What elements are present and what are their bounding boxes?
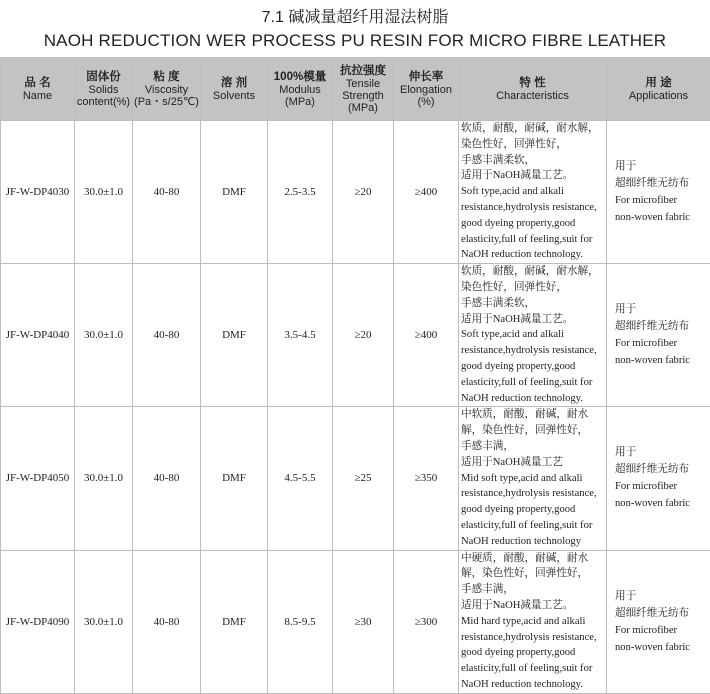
characteristics-line: NaOH reduction technology bbox=[461, 535, 582, 547]
cell-solvent: DMF bbox=[201, 550, 268, 693]
characteristics-line: 适用于NaOH减量工艺 bbox=[461, 456, 563, 468]
characteristics-line: 染色性好，回弹性好， bbox=[461, 281, 567, 293]
cell-solvent: DMF bbox=[201, 264, 268, 407]
cell-viscosity: 40-80 bbox=[133, 264, 201, 407]
table-row bbox=[1, 407, 710, 550]
cell-elongation: ≥350 bbox=[394, 407, 459, 550]
header-modulus-zh: 100%模量 bbox=[273, 70, 327, 83]
characteristics-line: resistance,hydrolysis resistance, bbox=[461, 631, 597, 643]
header-elongation-en: Elongation bbox=[400, 83, 452, 96]
characteristics-line: 解，染色性好，回弹性好， bbox=[461, 568, 589, 580]
cell-applications bbox=[607, 550, 710, 693]
header-characteristics-zh: 特 性 bbox=[519, 76, 546, 89]
characteristics-line: 中硬质，耐酸，耐碱，耐水 bbox=[461, 552, 589, 564]
page-title-english: NAOH REDUCTION WER PROCESS PU RESIN FOR MICRO FIBRE LEATHER bbox=[43, 31, 667, 50]
cell-viscosity: 40-80 bbox=[133, 121, 201, 264]
cell-name: JF-W-DP4040 bbox=[1, 264, 75, 407]
header-row bbox=[1, 58, 710, 121]
characteristics-line: Mid hard type,acid and alkali bbox=[461, 615, 586, 627]
header-elongation-en: (%) bbox=[417, 95, 435, 108]
header-elongation-zh: 伸长率 bbox=[408, 70, 444, 83]
characteristics-line: 软质，耐酸，耐碱，耐水解， bbox=[461, 123, 599, 134]
header-solids-en: content(%) bbox=[76, 95, 131, 108]
table-row bbox=[1, 264, 710, 407]
cell-tensile: ≥30 bbox=[333, 550, 394, 693]
characteristics-line: Mid soft type,acid and alkali bbox=[461, 472, 583, 484]
cell-viscosity: 40-80 bbox=[133, 407, 201, 550]
applications-line: 超细纤维无纺布 bbox=[615, 607, 690, 619]
header-tensile-strength-en: Strength bbox=[342, 89, 384, 102]
header-solvents-zh: 溶 剂 bbox=[220, 76, 248, 89]
cell-characteristics bbox=[459, 121, 607, 264]
cell-solids: 30.0±1.0 bbox=[75, 407, 133, 550]
header-applications-zh: 用 途 bbox=[645, 76, 672, 89]
table-row bbox=[1, 550, 710, 693]
characteristics-line: elasticity,full of feeling,suit for bbox=[461, 376, 593, 388]
characteristics-line: Soft type,acid and alkali bbox=[461, 329, 564, 341]
characteristics-line: 染色性好，回弹性好， bbox=[461, 138, 567, 150]
cell-modulus: 8.5-9.5 bbox=[268, 550, 333, 693]
table-body bbox=[1, 121, 710, 694]
cell-characteristics bbox=[459, 550, 607, 693]
header-solids-zh: 固体份 bbox=[86, 70, 121, 83]
header-viscosity-zh: 粘 度 bbox=[153, 70, 180, 83]
characteristics-line: resistance,hydrolysis resistance, bbox=[461, 345, 597, 357]
cell-elongation: ≥400 bbox=[394, 264, 459, 407]
characteristics-line: good dyeing property,good bbox=[461, 504, 576, 516]
applications-line: For microfiber bbox=[615, 195, 678, 207]
header-viscosity bbox=[133, 58, 201, 121]
header-tensile-strength bbox=[333, 58, 394, 121]
characteristics-line: 手感丰满， bbox=[461, 440, 514, 452]
applications-line: For microfiber bbox=[615, 624, 678, 636]
cell-characteristics bbox=[459, 407, 607, 550]
header-solvents bbox=[201, 58, 268, 121]
page-title-chinese: 7.1 碱减量超纤用湿法树脂 bbox=[261, 9, 449, 26]
characteristics-line: good dyeing property,good bbox=[461, 217, 576, 229]
characteristics-line: NaOH reduction technology. bbox=[461, 249, 583, 261]
cell-name: JF-W-DP4090 bbox=[1, 550, 75, 693]
header-name bbox=[1, 58, 75, 121]
characteristics-line: Soft type,acid and alkali bbox=[461, 186, 564, 198]
characteristics-line: 软质，耐酸，耐碱，耐水解， bbox=[461, 266, 599, 278]
characteristics-line: elasticity,full of feeling,suit for bbox=[461, 663, 593, 675]
applications-line: non-woven fabric bbox=[615, 498, 691, 510]
applications-line: 超细纤维无纺布 bbox=[615, 321, 690, 333]
applications-line: For microfiber bbox=[615, 338, 678, 350]
cell-name: JF-W-DP4030 bbox=[1, 121, 75, 264]
cell-name: JF-W-DP4050 bbox=[1, 407, 75, 550]
cell-tensile: ≥20 bbox=[333, 264, 394, 407]
header-viscosity-en: (Pa・s/25℃) bbox=[134, 95, 199, 108]
header-name-en: Name bbox=[22, 89, 53, 102]
cell-solids: 30.0±1.0 bbox=[75, 264, 133, 407]
cell-solvent: DMF bbox=[201, 407, 268, 550]
cell-applications bbox=[607, 264, 710, 407]
applications-line: non-woven fabric bbox=[615, 212, 691, 224]
header-solids-en: Solids bbox=[88, 83, 119, 96]
cell-elongation: ≥400 bbox=[394, 121, 459, 264]
header-modulus bbox=[268, 58, 333, 121]
cell-elongation: ≥300 bbox=[394, 550, 459, 693]
characteristics-line: 适用于NaOH减量工艺。 bbox=[461, 599, 574, 611]
cell-modulus: 3.5-4.5 bbox=[268, 264, 333, 407]
characteristics-line: 解，染色性好，回弹性好， bbox=[461, 425, 589, 437]
cell-applications bbox=[607, 121, 710, 264]
cell-modulus: 4.5-5.5 bbox=[268, 407, 333, 550]
applications-line: 用于 bbox=[615, 590, 637, 602]
characteristics-line: NaOH reduction technology. bbox=[461, 678, 583, 690]
cell-characteristics bbox=[459, 264, 607, 407]
header-viscosity-en: Viscosity bbox=[144, 83, 189, 96]
applications-line: 超细纤维无纺布 bbox=[615, 178, 690, 190]
header-modulus-en: (MPa) bbox=[285, 95, 315, 108]
header-solvents-en: Solvents bbox=[212, 89, 256, 102]
header-tensile-strength-en: (MPa) bbox=[348, 101, 378, 114]
header-elongation bbox=[394, 58, 459, 121]
header-applications-en: Applications bbox=[628, 89, 689, 102]
applications-line: 用于 bbox=[615, 161, 637, 173]
characteristics-line: 适用于NaOH减量工艺。 bbox=[461, 170, 574, 182]
header-modulus-en: Modulus bbox=[279, 83, 321, 96]
header-tensile-strength-en: Tensile bbox=[345, 77, 381, 90]
cell-applications bbox=[607, 407, 710, 550]
cell-modulus: 2.5-3.5 bbox=[268, 121, 333, 264]
cell-viscosity: 40-80 bbox=[133, 550, 201, 693]
characteristics-line: good dyeing property,good bbox=[461, 360, 576, 372]
applications-line: non-woven fabric bbox=[615, 641, 691, 653]
characteristics-line: good dyeing property,good bbox=[461, 647, 576, 659]
header-characteristics-en: Characteristics bbox=[496, 89, 569, 102]
table-header bbox=[1, 58, 710, 121]
header-solids bbox=[75, 58, 133, 121]
characteristics-line: 中软质，耐酸，耐碱，耐水 bbox=[461, 409, 589, 421]
characteristics-line: 适用于NaOH减量工艺。 bbox=[461, 313, 574, 325]
header-tensile-strength-zh: 抗拉强度 bbox=[340, 64, 386, 77]
table-row bbox=[1, 121, 710, 264]
applications-line: 超细纤维无纺布 bbox=[615, 464, 690, 476]
applications-line: 用于 bbox=[615, 304, 637, 316]
characteristics-line: resistance,hydrolysis resistance, bbox=[461, 201, 597, 213]
characteristics-line: 手感丰满柔软， bbox=[461, 154, 536, 166]
characteristics-line: 手感丰满， bbox=[461, 584, 514, 596]
characteristics-line: elasticity,full of feeling,suit for bbox=[461, 233, 593, 245]
cell-tensile: ≥20 bbox=[333, 121, 394, 264]
cell-solids: 30.0±1.0 bbox=[75, 550, 133, 693]
cell-solvent: DMF bbox=[201, 121, 268, 264]
applications-line: non-woven fabric bbox=[615, 355, 691, 367]
header-applications bbox=[607, 58, 710, 121]
characteristics-line: elasticity,full of feeling,suit for bbox=[461, 519, 593, 531]
header-name-zh: 品 名 bbox=[24, 76, 51, 89]
header-characteristics bbox=[459, 58, 607, 121]
characteristics-line: resistance,hydrolysis resistance, bbox=[461, 488, 597, 500]
applications-line: For microfiber bbox=[615, 481, 678, 493]
characteristics-line: 手感丰满柔软， bbox=[461, 297, 536, 309]
product-spec-table bbox=[0, 57, 710, 694]
cell-solids: 30.0±1.0 bbox=[75, 121, 133, 264]
applications-line: 用于 bbox=[615, 447, 637, 459]
characteristics-line: NaOH reduction technology. bbox=[461, 392, 583, 404]
cell-tensile: ≥25 bbox=[333, 407, 394, 550]
